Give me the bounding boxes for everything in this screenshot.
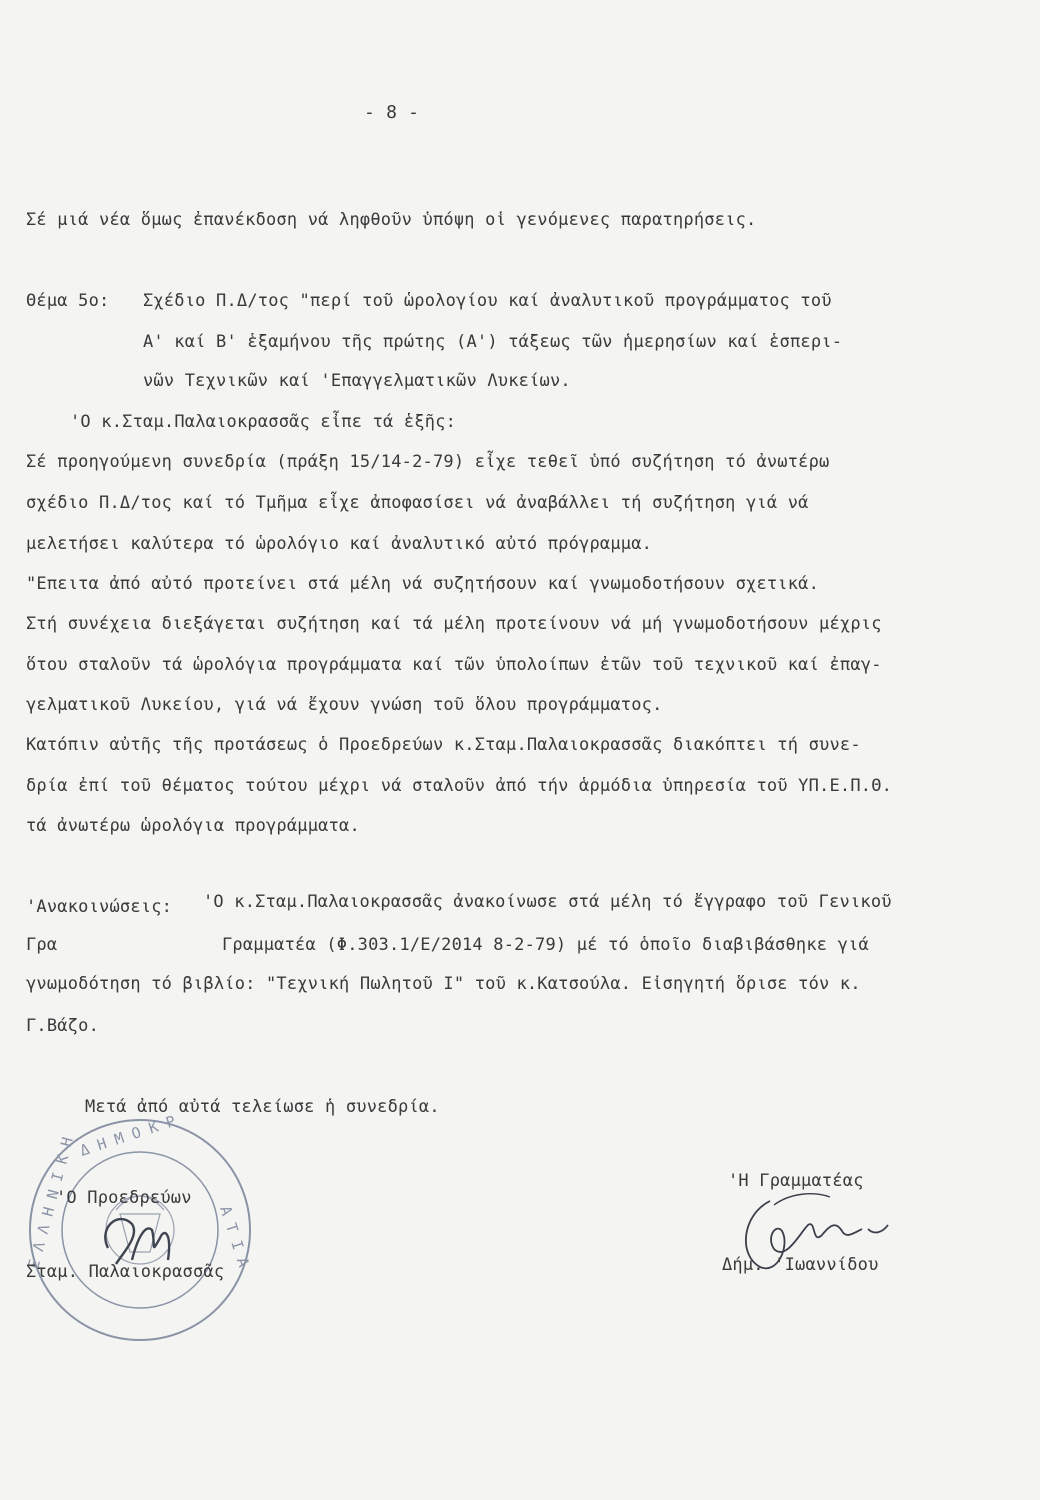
announcements-label: 'Ανακοινώσεις: (26, 897, 173, 917)
text-line: ὅτου σταλοῦν τά ὡρολόγια προγράμματα καί τῶν ὑπολοίπων ἐτῶν τοῦ τεχνικοῦ καί ἐπαγ- (26, 655, 882, 675)
secretary-name: Δήμ. 'Ιωαννίδου (722, 1255, 879, 1275)
text-line: 'Ο κ.Σταμ.Παλαιοκρασσᾶς εἶπε τά ἑξῆς: (70, 412, 457, 432)
text-line: Στή συνέχεια διεξάγεται συζήτηση καί τά μέλη προτείνουν νά μή γνωμοδοτήσουν μέχρις (26, 614, 882, 634)
text-line: Γ.Βάζο. (26, 1016, 100, 1036)
text-line: σχέδιο Π.Δ/τος καί τό Τμῆμα εἶχε ἀποφασίσει νά ἀναβάλλει τή συζήτηση γιά νά (26, 493, 809, 513)
svg-text:Α Τ Ι Α: Α Τ Ι Α (216, 1203, 253, 1270)
text-line: γνωμοδότηση τό βιβλίο: "Τεχνική Πωλητοῦ Ι" τοῦ κ.Κατσούλα. Εἰσηγητή ὅρισε τόν κ. (26, 974, 861, 994)
text-line: Σέ μιά νέα ὅμως ἐπανέκδοση νά ληφθοῦν ὑπόψη οἱ γενόμενες παρατηρήσεις. (26, 210, 757, 230)
svg-text:Ε Λ Λ Η Ν Ι Κ Η: Ε Λ Λ Η Ν Ι Κ Η (24, 1135, 77, 1271)
presiding-title: 'Ο Προεδρεύων (56, 1188, 192, 1208)
text-line: δρία ἐπί τοῦ θέματος τούτου μέχρι νά σταλοῦν ἀπό τήν ἁρμόδια ὑπηρεσία τοῦ ΥΠ.Ε.Π.Θ. (26, 776, 893, 796)
svg-text:Δ Η Μ Ο Κ Ρ: Δ Η Μ Ο Κ Ρ (77, 1112, 178, 1160)
text-line: τά ἀνωτέρω ὡρολόγια προγράμματα. (26, 816, 360, 836)
presiding-name: Σταμ. Παλαιοκρασσᾶς (26, 1262, 225, 1282)
text-line: "Επειτα ἀπό αὐτό προτείνει στά μέλη νά συζητήσουν καί γνωμοδοτήσουν σχετικά. (26, 574, 820, 594)
subject-title: νῶν Τεχνικῶν καί 'Επαγγελματικῶν Λυκείων. (143, 371, 571, 391)
text-line: 'Ο κ.Σταμ.Παλαιοκρασσᾶς ἀνακοίνωσε στά μέλη τό ἔγγραφο τοῦ Γενικοῦ (203, 892, 892, 912)
closing-line: Μετά ἀπό αὐτά τελείωσε ἡ συνεδρία. (85, 1097, 440, 1117)
subject-title: Α' καί Β' ἑξαμήνου τῆς πρώτης (Α') τάξεως τῶν ἡμερησίων καί ἑσπερι- (143, 332, 843, 352)
official-stamp-icon (22, 1112, 258, 1348)
text-line: Σέ προηγούμενη συνεδρία (πράξη 15/14-2-79) εἶχε τεθεῖ ὑπό συζήτηση τό ἀνωτέρω (26, 452, 830, 472)
secretary-title: 'Η Γραμματέας (728, 1171, 864, 1191)
text-line: Γραμματέα (Φ.303.1/Ε/2014 8-2-79) μέ τό ὁποῖο διαβιβάσθηκε γιά (222, 935, 869, 955)
subject-label: Θέμα 5ο: (26, 291, 110, 311)
text-line: γελματικοῦ Λυκείου, γιά νά ἔχουν γνώση τοῦ ὅλου προγράμματος. (26, 695, 663, 715)
subject-title: Σχέδιο Π.Δ/τος "περί τοῦ ὡρολογίου καί ἀναλυτικοῦ προγράμματος τοῦ (143, 291, 832, 311)
text-line: Γρα (26, 935, 58, 955)
text-line: μελετήσει καλύτερα τό ὡρολόγιο καί ἀναλυτικό αὐτό πρόγραμμα. (26, 534, 653, 554)
text-line: Κατόπιν αὐτῆς τῆς προτάσεως ὁ Προεδρεύων κ.Σταμ.Παλαιοκρασσᾶς διακόπτει τή συνε- (26, 735, 861, 755)
page-number: - 8 - (364, 102, 420, 123)
